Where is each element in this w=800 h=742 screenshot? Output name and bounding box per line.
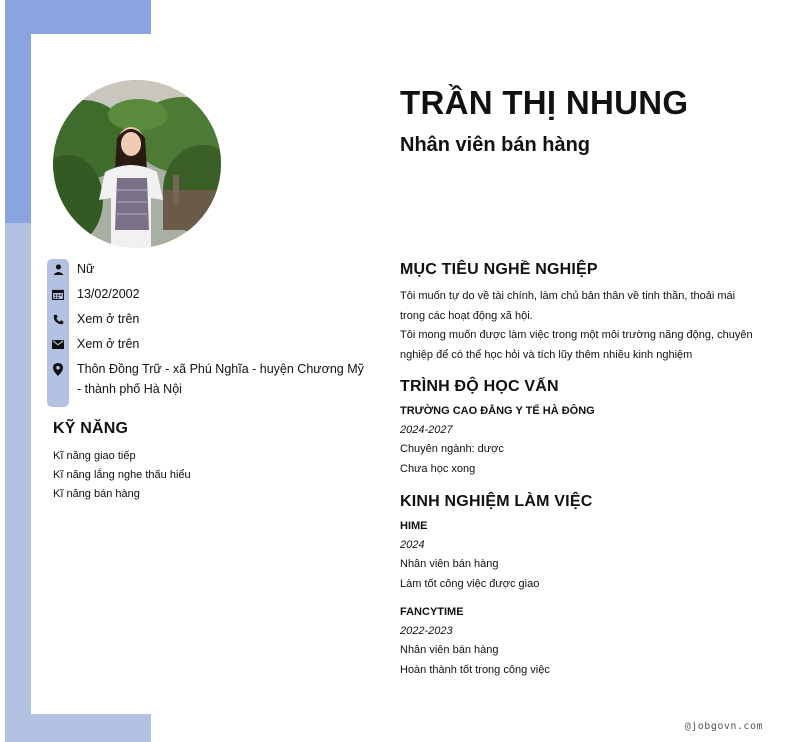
objective-section [400, 261, 760, 365]
phone-icon [47, 309, 69, 329]
job-entry [400, 603, 760, 680]
skill-item: Kĩ năng bán hàng [53, 488, 140, 500]
objective-line: Tôi mong muốn được làm việc trong một môi trường năng động, chuyên nghiệp để có thể học hỏi và tích lũy thêm nhiều kinh nghiệm [400, 329, 753, 361]
job-role: Nhân viên bán hàng [400, 644, 499, 656]
school-name: TRƯỜNG CAO ĐẲNG Y TẾ HÀ ĐÔNG [400, 405, 595, 417]
accent-band-footer [5, 714, 151, 742]
info-phone-value: Xem ở trên [77, 312, 140, 326]
candidate-name: TRẦN THỊ NHUNG [400, 84, 689, 121]
experience-heading: KINH NGHIỆM LÀM VIỆC [400, 493, 593, 510]
skills-heading: KỸ NĂNG [53, 420, 129, 437]
candidate-position: Nhân viên bán hàng [400, 134, 591, 156]
personal-info [47, 259, 367, 404]
job-role: Nhân viên bán hàng [400, 558, 499, 570]
objective-heading: MỤC TIÊU NGHỀ NGHIỆP [400, 261, 598, 278]
info-birthdate [47, 284, 367, 304]
objective-line: Tôi muốn tự do về tài chính, làm chủ bản thân về tinh thần, thoải mái trong các hoạt động xã hội. [400, 290, 736, 322]
education-status: Chưa học xong [400, 462, 476, 475]
person-icon [47, 259, 69, 279]
info-email-value: Xem ở trên [77, 337, 140, 351]
skill-item: Kĩ năng giao tiếp [53, 450, 136, 462]
info-gender-value: Nữ [77, 262, 95, 276]
info-birthdate-value: 13/02/2002 [77, 287, 140, 301]
experience-section [400, 493, 760, 680]
job-note: Làm tốt công việc được giao [400, 577, 540, 590]
job-period: 2022-2023 [400, 625, 453, 637]
education-major: Chuyên ngành: dược [400, 443, 504, 455]
education-section [400, 378, 760, 479]
location-pin-icon [47, 359, 69, 379]
job-company: HIME [400, 520, 428, 532]
info-email [47, 334, 367, 354]
skill-item: Kĩ năng lắng nghe thấu hiểu [53, 469, 191, 481]
info-gender [47, 259, 367, 279]
education-period: 2024-2027 [400, 424, 453, 436]
info-address [47, 359, 367, 399]
job-period: 2024 [400, 539, 425, 551]
job-company: FANCYTIME [400, 606, 464, 618]
info-phone [47, 309, 367, 329]
education-heading: TRÌNH ĐỘ HỌC VẤN [400, 378, 559, 395]
profile-photo [53, 80, 221, 248]
skills-section [53, 420, 353, 504]
watermark: @jobgovn.com [684, 721, 763, 732]
job-note: Hoàn thành tốt trong công việc [400, 663, 550, 676]
mail-icon [47, 334, 69, 354]
footer [0, 714, 800, 742]
info-address-value: Thôn Đồng Trữ - xã Phú Nghĩa - huyện Chương Mỹ - thành phố Hà Nội [77, 362, 364, 396]
calendar-icon [47, 284, 69, 304]
job-entry [400, 517, 760, 594]
